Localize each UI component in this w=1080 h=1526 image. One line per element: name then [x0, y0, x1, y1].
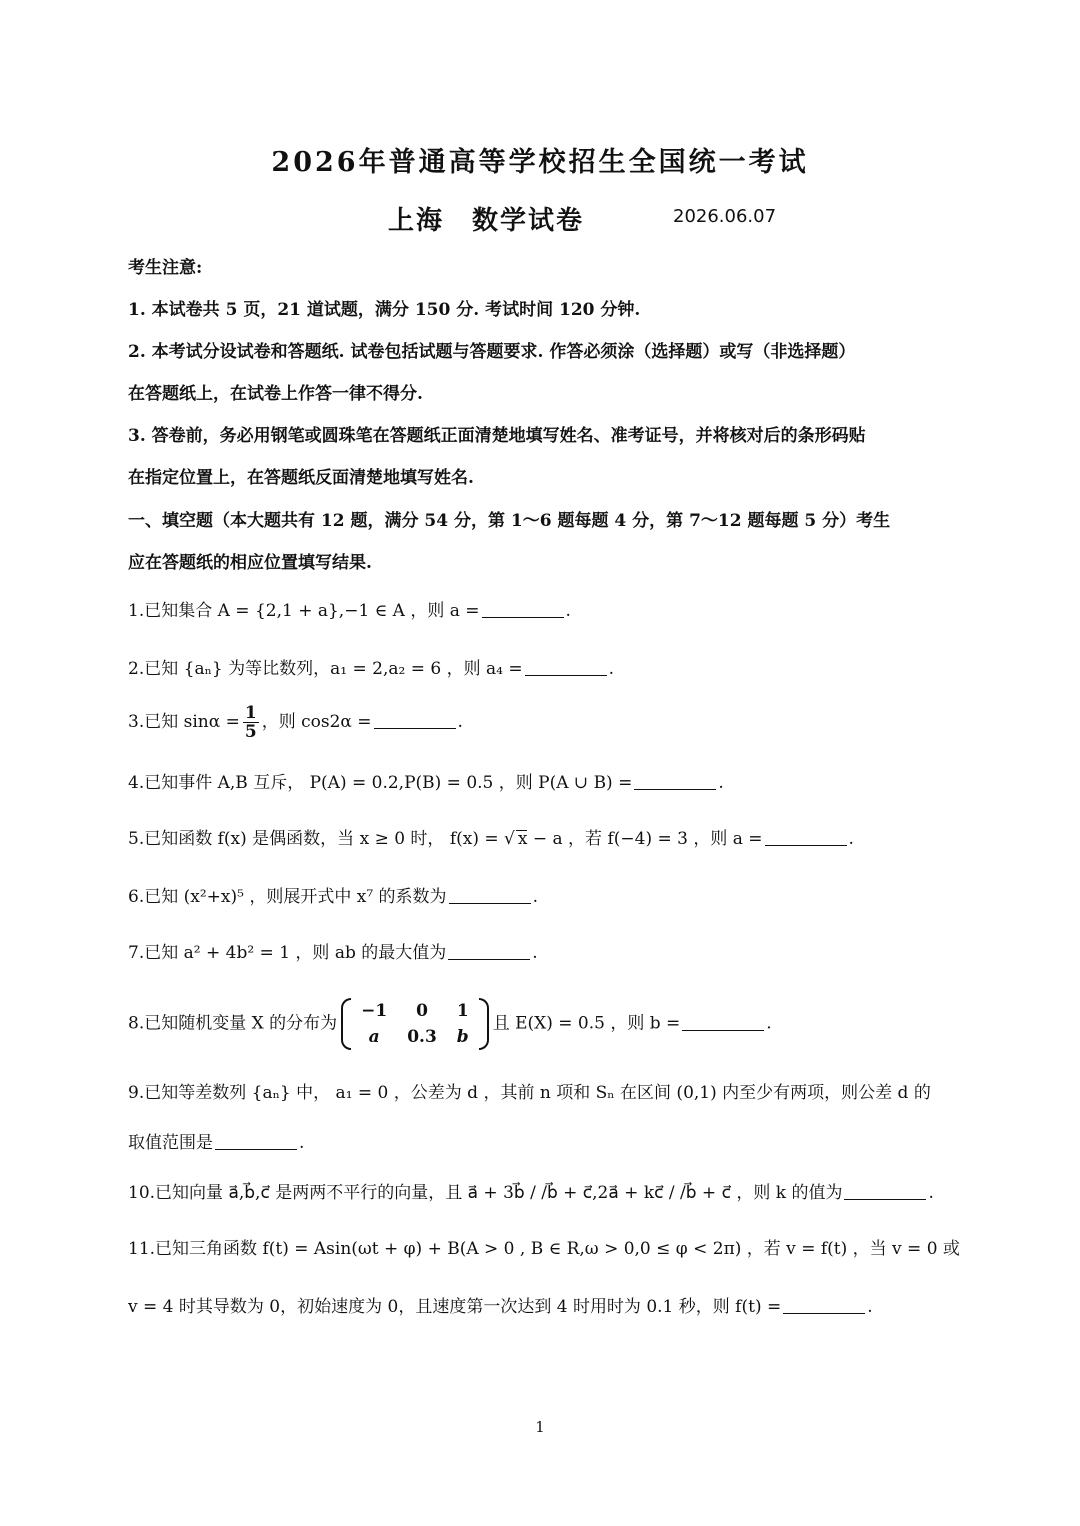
question-6-text: 6.已知 (x²+x)⁵ ，则展开式中 x⁷ 的系数为	[128, 887, 447, 907]
question-8-post: 且 E(X) = 0.5 ，则 b =	[492, 1013, 681, 1034]
section-1-line-2: 应在答题纸的相应位置填写结果.	[128, 553, 372, 573]
exam-date: 2026.06.07	[673, 206, 777, 227]
question-4: 4.已知事件 A,B 互斥， P(A) = 0.2,P(B) = 0.5 ，则 P(A ∪ B) = .	[128, 773, 724, 793]
question-9-line-2: 取值范围是 .	[128, 1133, 305, 1153]
question-9-text: 取值范围是	[128, 1133, 213, 1153]
notice-item-3-line-1: 3. 答卷前，务必用钢笔或圆珠笔在答题纸正面清楚地填写姓名、准考证号，并将核对后的条形码贴	[128, 426, 866, 446]
answer-blank	[765, 827, 847, 846]
radicand: x	[517, 829, 528, 849]
matrix-cell: b	[456, 1027, 469, 1047]
answer-blank	[634, 771, 716, 790]
question-2-text: 2.已知 {aₙ} 为等比数列，a₁ = 2,a₂ = 6 ，则 a₄ =	[128, 659, 523, 679]
answer-blank	[682, 1012, 764, 1031]
notice-heading: 考生注意:	[128, 258, 203, 278]
question-5: 5.已知函数 f(x) 是偶函数，当 x ≥ 0 时， f(x) = √ x − a ，若 f(−4) = 3 ，则 a = .	[128, 829, 854, 849]
subtitle-row	[0, 200, 1080, 240]
exam-title: 2026年普通高等学校招生全国统一考试	[271, 147, 809, 178]
question-8-pre: 8.已知随机变量 X 的分布为	[128, 1013, 338, 1034]
question-8: 8.已知随机变量 X 的分布为 −1 0 1 a 0.3 b 且 E(X) = 0.5 ，则 b = .	[128, 998, 958, 1050]
question-4-text: 4.已知事件 A,B 互斥， P(A) = 0.2,P(B) = 0.5 ，则 P(A ∪ B) =	[128, 773, 633, 793]
answer-blank	[844, 1181, 926, 1200]
fraction-denominator: 5	[244, 722, 257, 742]
question-3: 3.已知 sinα = $\frac{1}{5}$ ，则 cos2α = .	[128, 703, 463, 742]
question-1-text: 1.已知集合 A = {2,1 + a},−1 ∈ A ，则 a =	[128, 601, 480, 621]
question-6: 6.已知 (x²+x)⁵ ，则展开式中 x⁷ 的系数为 .	[128, 887, 538, 907]
question-2: 2.已知 {aₙ} 为等比数列，a₁ = 2,a₂ = 6 ，则 a₄ = .	[128, 659, 614, 679]
section-1-line-1: 一、填空题（本大题共有 12 题，满分 54 分，第 1～6 题每题 4 分，第 7～12 题每题 5 分）考生	[128, 511, 891, 531]
notice-item-2-line-1: 2. 本考试分设试卷和答题纸. 试卷包括试题与答题要求. 作答必须涂（选择题）或写（非选择题）	[128, 342, 856, 362]
notice-item-2-line-2: 在答题纸上，在试卷上作答一律不得分.	[128, 384, 423, 404]
matrix-cell: 0	[416, 1001, 428, 1021]
answer-blank	[448, 941, 530, 960]
question-7: 7.已知 a² + 4b² = 1 ，则 ab 的最大值为 .	[128, 943, 538, 963]
question-3-post: ，则 cos2α =	[261, 712, 372, 732]
question-11-line-2: v = 4 时其导数为 0，初始速度为 0，且速度第一次达到 4 时用时为 0.1 秒，则 f(t) = .	[128, 1297, 873, 1317]
page-number: 1	[535, 1418, 545, 1436]
question-3-pre: 3.已知 sinα =	[128, 712, 240, 732]
question-9-line-1: 9.已知等差数列 {aₙ} 中， a₁ = 0 ，公差为 d ，其前 n 项和 Sₙ 在区间 (0,1) 内至少有两项，则公差 d 的	[128, 1083, 931, 1103]
question-11-line-1: 11.已知三角函数 f(t) = Asin(ωt + φ) + B(A > 0 , B ∈ R,ω > 0,0 ≤ φ < 2π) ，若 v = f(t) ，当 v = 0 或	[128, 1239, 960, 1259]
fraction	[243, 704, 259, 741]
notice-item-1: 1. 本试卷共 5 页，21 道试题，满分 150 分. 考试时间 120 分钟.	[128, 300, 641, 320]
matrix-cell: a	[368, 1027, 380, 1047]
answer-blank	[374, 710, 456, 729]
answer-blank	[449, 885, 531, 904]
matrix-cell: −1	[361, 1001, 388, 1021]
question-11-text: v = 4 时其导数为 0，初始速度为 0，且速度第一次达到 4 时用时为 0.1 秒，则 f(t) =	[128, 1297, 782, 1317]
question-10: 10.已知向量 a⃗,b⃗,c⃗ 是两两不平行的向量，且 a⃗ + 3b⃗ / /b⃗ + c⃗,2a⃗ + kc⃗ / /b⃗ + c⃗ ，则 k 的值为 .	[128, 1183, 934, 1203]
notice-item-3-line-2: 在指定位置上，在答题纸反面清楚地填写姓名.	[128, 468, 474, 488]
answer-blank	[783, 1295, 865, 1314]
exam-subtitle: 上海 数学试卷	[388, 206, 585, 236]
question-5-post: − a ，若 f(−4) = 3 ，则 a =	[532, 829, 763, 849]
answer-blank	[215, 1131, 297, 1150]
answer-blank	[525, 657, 607, 676]
question-7-text: 7.已知 a² + 4b² = 1 ，则 ab 的最大值为	[128, 943, 447, 963]
distribution-matrix	[341, 998, 489, 1050]
matrix-cell: 1	[456, 1001, 469, 1021]
question-10-text: 10.已知向量 a⃗,b⃗,c⃗ 是两两不平行的向量，且 a⃗ + 3b⃗ / /b⃗ + c⃗,2a⃗ + kc⃗ / /b⃗ + c⃗ ，则 k 的值为	[128, 1183, 843, 1203]
question-1: 1.已知集合 A = {2,1 + a},−1 ∈ A ，则 a = .	[128, 601, 571, 621]
fraction-numerator: 1	[244, 703, 257, 723]
matrix-cell: 0.3	[407, 1027, 437, 1047]
answer-blank	[482, 599, 564, 618]
question-5-pre: 5.已知函数 f(x) 是偶函数，当 x ≥ 0 时， f(x) = √	[128, 829, 515, 849]
